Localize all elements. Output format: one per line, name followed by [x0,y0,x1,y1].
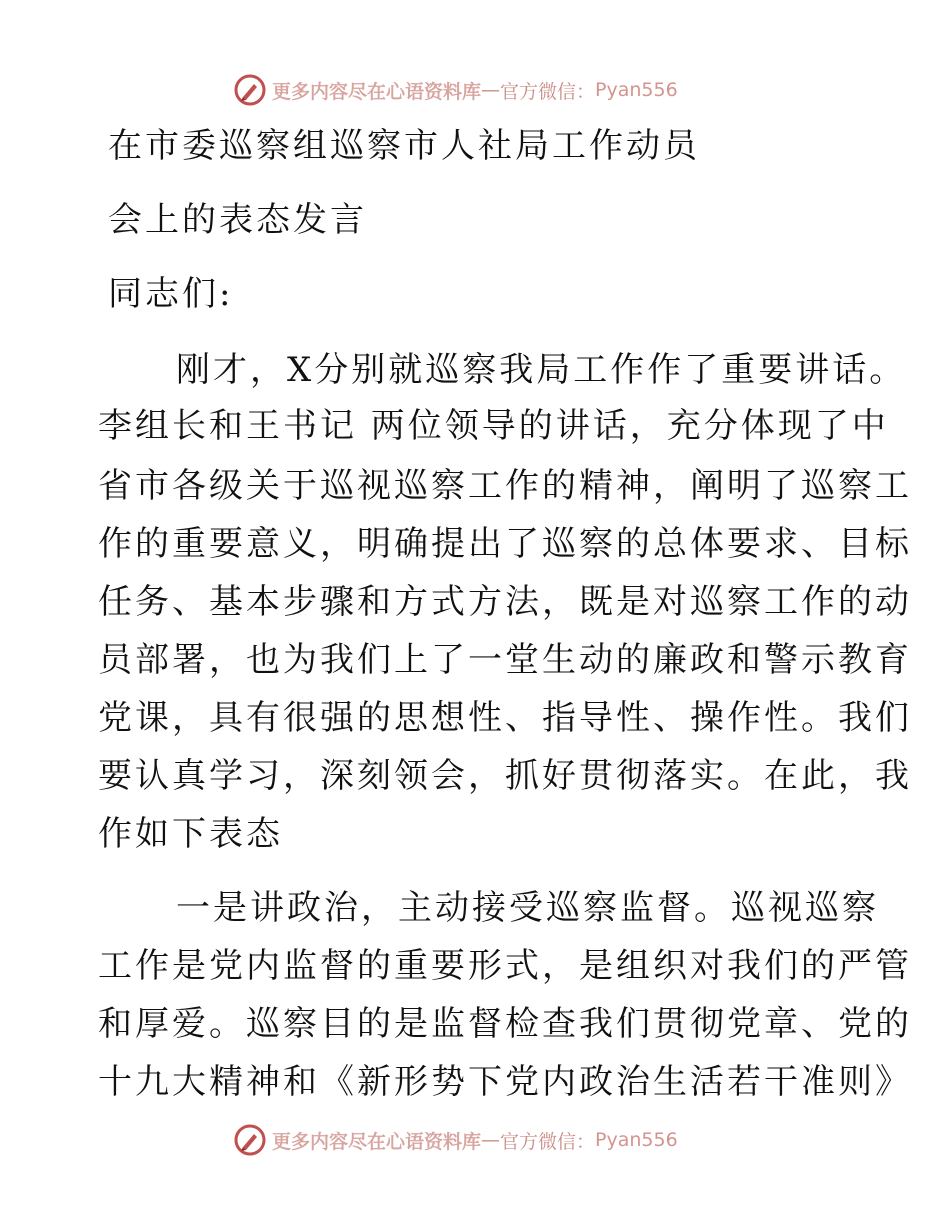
footer-watermark [234,1122,678,1158]
document-title-line-1: 在市委巡察组巡察市人社局工作动员 [108,126,700,166]
watermark-main-text: 更多内容尽在心语资料库 [272,1130,482,1153]
salutation: 同志们: [108,274,234,314]
paragraph-2-line: 工作是党内监督的重要形式，是组织对我们的严管 [98,946,912,986]
paragraph-2-line: 十九大精神和《新形势下党内政治生活若干准则》 [98,1062,912,1102]
pen-logo-icon [234,1124,266,1156]
paragraph-1-line: 省市各级关于巡视巡察工作的精神，阐明了巡察工 [98,466,912,506]
paragraph-1-line: 李组长和王书记 两位领导的讲话，充分体现了中 [98,406,889,446]
paragraph-1-line: 员部署，也为我们上了一堂生动的廉政和警示教育 [98,640,912,680]
paragraph-1-line: 作的重要意义，明确提出了巡察的总体要求、目标 [98,524,912,564]
paragraph-2-line: 和厚爱。巡察目的是监督检查我们贯彻党章、党的 [98,1004,912,1044]
paragraph-1-line: 党课，具有很强的思想性、指导性、操作性。我们 [98,698,912,738]
watermark-sub-text: 官方微信： [500,80,596,103]
paragraph-1-line: 作如下表态 [98,814,283,854]
watermark-dash: — [481,1129,501,1151]
watermark-sub-text: 官方微信： [500,1130,596,1153]
document-title-line-2: 会上的表态发言 [108,200,367,240]
watermark-id: Pyan556 [595,79,678,101]
paragraph-1-line: 任务、基本步骤和方式方法，既是对巡察工作的动 [98,582,912,622]
paragraph-1-line: 刚才，X分别就巡察我局工作作了重要讲话。 [176,350,907,390]
watermark-id: Pyan556 [595,1129,678,1151]
watermark-main-text: 更多内容尽在心语资料库 [272,80,482,103]
header-watermark [234,72,678,108]
paragraph-2-line: 一是讲政治，主动接受巡察监督。巡视巡察 [176,888,879,928]
paragraph-1-line: 要认真学习，深刻领会，抓好贯彻落实。在此，我 [98,756,912,796]
watermark-dash: — [481,79,501,101]
pen-logo-icon [234,74,266,106]
